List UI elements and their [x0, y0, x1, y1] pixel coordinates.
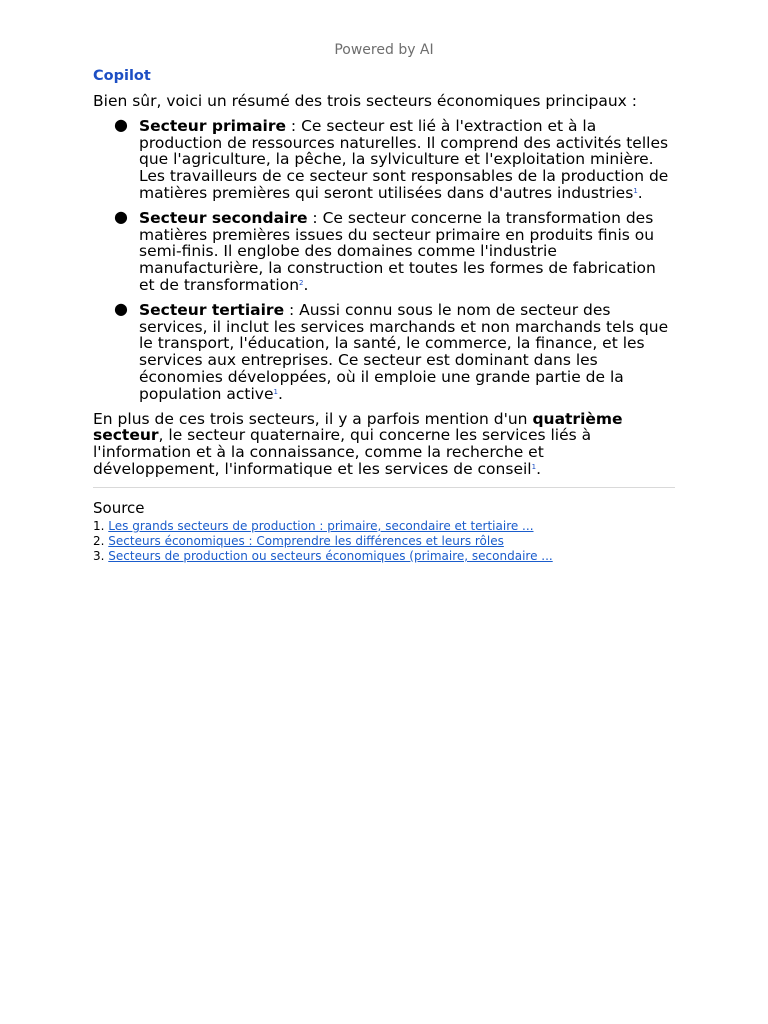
- source-list: [93, 519, 675, 564]
- source-item: [93, 549, 675, 564]
- period: .: [637, 183, 643, 202]
- citation-link[interactable]: 1: [531, 462, 537, 471]
- sector-text: : Ce secteur concerne la transformation des matières premières issues du secteur primaire en produits finis ou semi-finis. Il englobe des domaines comme l'industrie manufacturière, la construction et toutes les formes de fabrication et de transformation: [139, 208, 656, 294]
- closing-bold: quatrième secteur: [93, 409, 623, 445]
- closing-after: , le secteur quaternaire, qui concerne les services liés à l'information et à la connaissance, comme la recherche et développement, l'informatique et les services de conseil: [93, 426, 592, 478]
- citation-link[interactable]: 2: [299, 278, 304, 287]
- source-link[interactable]: Les grands secteurs de production : primaire, secondaire et tertiaire ...: [108, 518, 534, 533]
- source-number: 2.: [93, 533, 105, 548]
- citation-link[interactable]: 1: [633, 186, 638, 195]
- list-item: [114, 206, 675, 294]
- intro-text: Bien sûr, voici un résumé des trois secteurs économiques principaux :: [93, 92, 638, 110]
- bullet-icon: ●: [114, 114, 128, 134]
- source-link[interactable]: Secteurs économiques : Comprendre les différences et leurs rôles: [108, 533, 504, 548]
- source-item: [93, 519, 675, 534]
- citation-link[interactable]: 1: [273, 387, 278, 396]
- message-body: [93, 93, 675, 564]
- sector-title: Secteur tertiaire: [139, 300, 285, 319]
- powered-by-label: Powered by AI: [334, 42, 434, 58]
- list-item: [114, 114, 675, 202]
- closing-before: En plus de ces trois secteurs, il y a parfois mention d'un: [93, 409, 533, 428]
- sector-list: [93, 114, 675, 403]
- sector-title: Secteur secondaire: [139, 208, 308, 227]
- source-link[interactable]: Secteurs de production ou secteurs économiques (primaire, secondaire ...: [108, 548, 553, 563]
- list-item: [114, 298, 675, 403]
- source-item: [93, 534, 675, 549]
- source-number: 3.: [93, 548, 105, 563]
- closing-text: [93, 411, 675, 478]
- period: .: [536, 459, 541, 478]
- assistant-name: Copilot: [93, 68, 151, 84]
- divider: [93, 487, 675, 488]
- sector-text: : Aussi connu sous le nom de secteur des services, il inclut les services marchands et non marchands tels que le transport, l'éducation, la santé, le commerce, la finance, et les services aux entreprises. Ce secteur est dominant dans les économies développées, où il emploie une grande partie de la population active: [139, 300, 669, 403]
- sector-text: : Ce secteur est lié à l'extraction et à la production de ressources naturelles. Il comprend des activités telles que l'agriculture, la pêche, la sylviculture et l'exploitation minière. Les travailleurs de ce secteur sont responsables de la production de matières premières qui seront utilisées dans d'autres industries: [139, 116, 669, 202]
- period: .: [278, 384, 283, 403]
- bullet-icon: ●: [114, 298, 128, 318]
- source-number: 1.: [93, 518, 105, 533]
- sector-title: Secteur primaire: [139, 116, 286, 135]
- source-title: Source: [93, 498, 145, 517]
- bullet-icon: ●: [114, 206, 128, 226]
- period: .: [303, 275, 309, 294]
